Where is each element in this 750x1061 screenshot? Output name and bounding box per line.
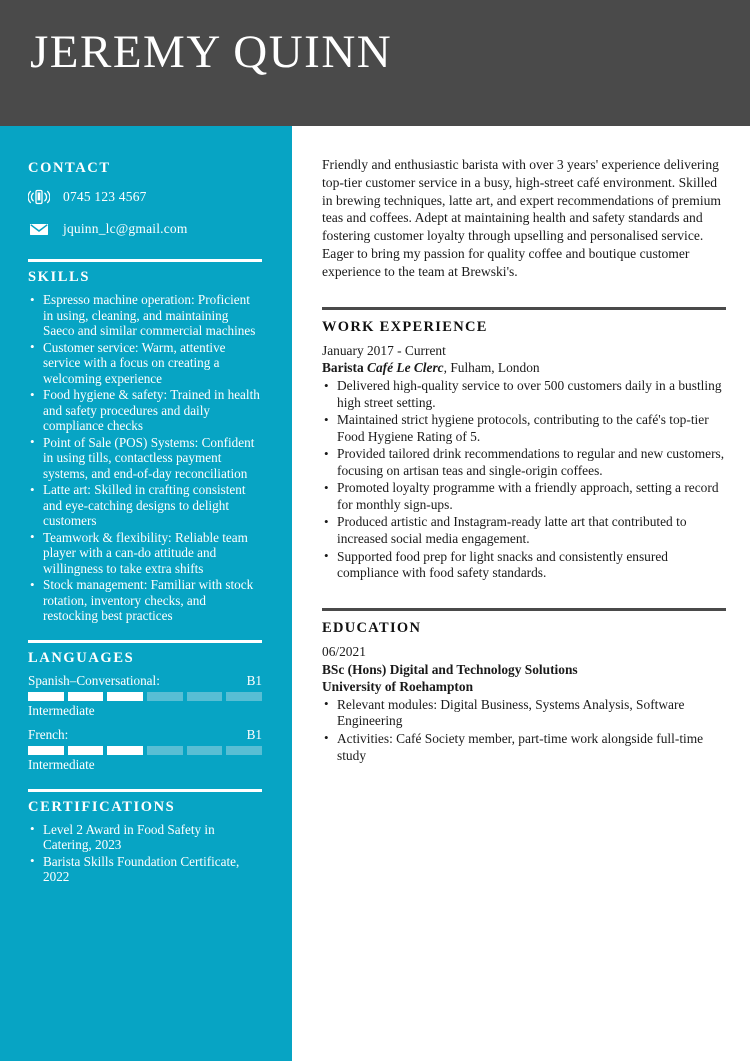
language-proficiency-bar — [28, 746, 262, 755]
education-institution: University of Roehampton — [322, 678, 474, 694]
education-degree: BSc (Hons) Digital and Technology Solutions — [322, 661, 578, 677]
language-item — [28, 727, 262, 773]
language-level: Intermediate — [28, 702, 95, 718]
language-header — [28, 727, 262, 743]
language-name: French: — [28, 726, 69, 742]
candidate-name: JEREMY QUINN — [30, 26, 393, 78]
section-education — [322, 608, 726, 764]
proficiency-segment — [68, 692, 104, 701]
proficiency-segment — [28, 746, 64, 755]
list-item: • Latte art: Skilled in crafting consistent and eye-catching designs to delight customers — [28, 482, 262, 529]
language-cefr: B1 — [246, 726, 262, 742]
proficiency-segment — [187, 692, 223, 701]
work-experience-heading: WORK EXPERIENCE — [322, 318, 488, 335]
contact-heading: CONTACT — [28, 160, 111, 176]
work-title — [322, 359, 726, 376]
list-item: • Maintained strict hygiene protocols, contributing to the café's top-tier Food Hygiene Rating of 5. — [322, 412, 726, 446]
list-item: • Food hygiene & safety: Trained in health and safety procedures and daily compliance checks — [28, 387, 262, 434]
list-item: • Relevant modules: Digital Business, Systems Analysis, Software Engineering — [322, 697, 726, 731]
language-item — [28, 673, 262, 719]
work-organization: Café Le Clerc — [367, 360, 444, 376]
divider — [28, 640, 262, 643]
work-location: , Fulham, London — [443, 360, 540, 376]
list-item: • Point of Sale (POS) Systems: Confident in using tills, contactless payment systems, and end-of-day reconciliation — [28, 435, 262, 482]
list-item: • Delivered high-quality service to over 500 customers daily in a bustling high street setting. — [322, 378, 726, 412]
list-item: • Barista Skills Foundation Certificate, 2022 — [28, 854, 262, 885]
resume-header — [0, 0, 750, 126]
proficiency-segment — [147, 746, 183, 755]
skills-heading: SKILLS — [28, 269, 90, 285]
contact-email-row — [28, 215, 262, 243]
proficiency-segment — [107, 746, 143, 755]
list-item: • Customer service: Warm, attentive service with a focus on creating a welcoming experience — [28, 340, 262, 387]
envelope-icon — [28, 221, 58, 237]
sidebar — [0, 126, 292, 1061]
list-item: • Activities: Café Society member, part-time work alongside full-time study — [322, 731, 726, 765]
mobile-phone-vibrate-icon — [28, 189, 58, 205]
work-date: January 2017 - Current — [322, 342, 446, 358]
language-header — [28, 673, 262, 689]
divider — [28, 789, 262, 792]
sidebar-section-certifications — [28, 789, 262, 885]
contact-phone-row — [28, 183, 262, 211]
certifications-heading: CERTIFICATIONS — [28, 798, 176, 815]
list-item: • Provided tailored drink recommendations to regular and new customers, focusing on artisan teas and single-origin coffees. — [322, 446, 726, 480]
list-item: • Stock management: Familiar with stock rotation, inventory checks, and restocking best practices — [28, 577, 262, 624]
professional-summary: Friendly and enthusiastic barista with over 3 years' experience delivering top-tier customer service in a busy, high-street café environment. Skilled in brewing techniques, latte art, and expert recommendations of premium teas and coffees. Adept at maintaining health and safety standards and fostering customer loyalty through upselling and personalised service. Eager to bring my passion for quality coffee and boutique customer experience to the team at Brewski's. — [322, 157, 721, 279]
list-item: • Promoted loyalty programme with a friendly approach, setting a record for monthly sign-ups. — [322, 480, 726, 514]
proficiency-segment — [147, 692, 183, 701]
proficiency-segment — [226, 692, 262, 701]
skills-list — [28, 292, 262, 624]
proficiency-segment — [68, 746, 104, 755]
language-name: Spanish–Conversational: — [28, 672, 160, 688]
proficiency-segment — [28, 692, 64, 701]
sidebar-section-skills — [28, 259, 262, 624]
language-level: Intermediate — [28, 756, 95, 772]
list-item: • Level 2 Award in Food Safety in Catering, 2023 — [28, 822, 262, 853]
main-column — [322, 126, 726, 765]
section-work-experience — [322, 307, 726, 583]
divider — [322, 307, 726, 310]
education-bullets — [322, 697, 726, 765]
list-item: • Produced artistic and Instagram-ready latte art that contributed to increased social media engagement. — [322, 514, 726, 548]
proficiency-segment — [187, 746, 223, 755]
divider — [322, 608, 726, 611]
sidebar-section-languages — [28, 640, 262, 773]
proficiency-segment — [107, 692, 143, 701]
list-item: • Supported food prep for light snacks and consistently ensured compliance with food safety standards. — [322, 549, 726, 583]
proficiency-segment — [226, 746, 262, 755]
contact-phone-value: 0745 123 4567 — [63, 189, 147, 204]
work-bullets — [322, 378, 726, 582]
list-item: • Espresso machine operation: Proficient in using, cleaning, and maintaining Saeco and similar commercial machines — [28, 292, 262, 339]
work-role: Barista — [322, 360, 364, 376]
sidebar-section-contact — [28, 160, 262, 243]
list-item: • Teamwork & flexibility: Reliable team player with a can-do attitude and willingness to take extra shifts — [28, 530, 262, 577]
certifications-list — [28, 822, 262, 885]
education-heading: EDUCATION — [322, 620, 422, 637]
language-cefr: B1 — [246, 672, 262, 688]
contact-email-value: jquinn_lc@gmail.com — [63, 221, 188, 236]
language-proficiency-bar — [28, 692, 262, 701]
languages-heading: LANGUAGES — [28, 649, 135, 666]
divider — [28, 259, 262, 262]
education-date: 06/2021 — [322, 644, 366, 660]
